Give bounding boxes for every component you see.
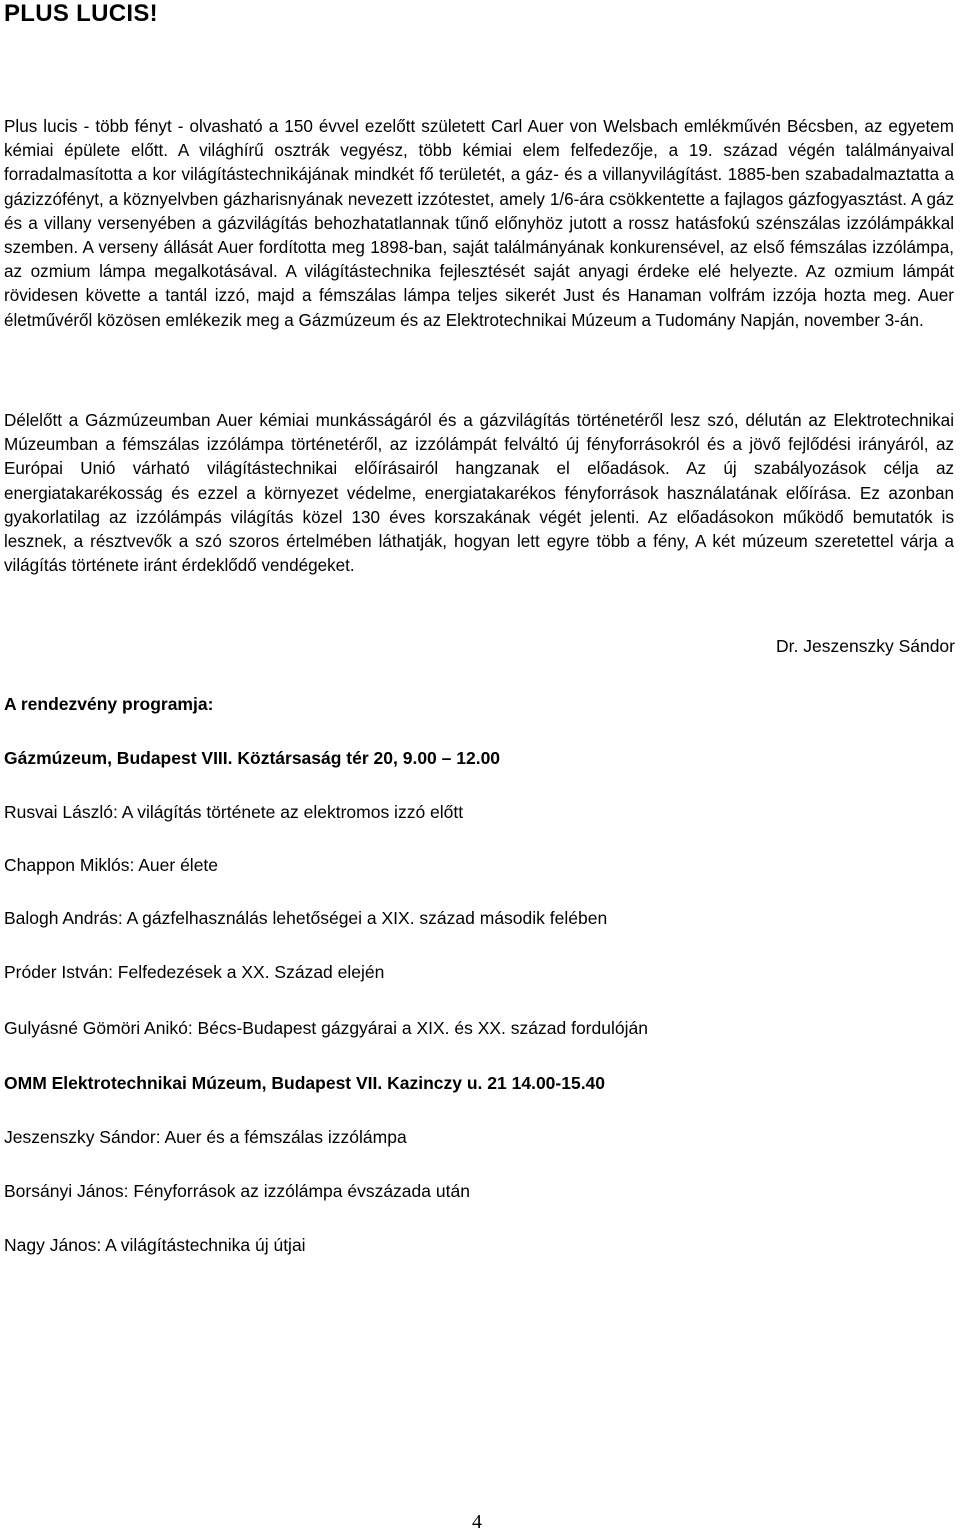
venue-heading-gas-museum: Gázmúzeum, Budapest VIII. Köztársaság tér 20, 9.00 – 12.00: [4, 748, 501, 768]
talk-item: Jeszenszky Sándor: Auer és a fémszálas izzólámpa: [4, 1127, 407, 1147]
intro-paragraph: Plus lucis - több fényt - olvasható a 150 évvel ezelőtt született Carl Auer von Welsbach emlékművén Bécsben, az egyetem kémiai épülete előtt. A világhírű osztrák vegyész, több kémiai elem felfedezője, a 19. század végén találmányaival forradalmasította a kor világítástechnikájának mindkét fő területét, a gáz- és a villanyvilágítást. 1885-ben szabadalmaztatta a gázizzófényt, a köznyelvben gázharisnyának nevezett izzótestet, amely 1/6-ára csökkentette a fajlagos gázfogyasztást. A gáz és a villany versenyében a gázvilágítás behozhatatlannak tűnő előnyhöz jutott a rossz hatásfokú szénszálas izzólámpákkal szemben. A verseny állását Auer fordította meg 1898-ban, saját találmányának konkurensével, az első fémszálas izzólámpa, az ozmium lámpa megalkotásával. A világítástechnika fejlesztését saját anyagi érdeke elé helyezte. Az ozmium lámpát rövidesen követte a tantál izzó, majd a fémszálas lámpa teljes sikerét Just és Hanaman volfrám izzója hozta meg. Auer életművéről közösen emlékezik meg a Gázmúzeum és az Elektrotechnikai Múzeum a Tudomány Napján, november 3-án.: [4, 117, 954, 330]
talk-item: Próder István: Felfedezések a XX. Század elején: [4, 962, 385, 982]
event-paragraph: Délelőtt a Gázmúzeumban Auer kémiai munkásságáról és a gázvilágítás történetéről lesz szó, délután az Elektrotechnikai Múzeumban a fémszálas izzólámpa történetéről, az izzólámpát felváltó új fényforrásokról és a jövő fejlődési irányáról, az Európai Unió várható világítástechnikai előírásairól hangzanak el előadások. Az új szabályozások célja az energiatakarékosság és ezzel a környezet védelme, energiatakarékos fényforrások használatának előírása. Ez azonban gyakorlatilag az izzólámpás világítás közel 130 éves korszakának végét jelenti. Az előadásokon működő bemutatók is lesznek, a résztvevők a szó szoros értelmében láthatják, hogyan lett egyre több a fény, A két múzeum szeretettel várja a világítás története iránt érdeklődő vendégeket.: [4, 411, 954, 576]
talk-item: Borsányi János: Fényforrások az izzólámpa évszázada után: [4, 1181, 470, 1201]
program-heading: A rendezvény programja:: [4, 694, 214, 714]
author-signature: Dr. Jeszenszky Sándor: [776, 636, 955, 656]
page-number: 4: [472, 1511, 482, 1533]
talk-item: Nagy János: A világítástechnika új útjai: [4, 1235, 306, 1255]
page-title: PLUS LUCIS!: [4, 0, 158, 27]
talk-item: Chappon Miklós: Auer élete: [4, 855, 219, 875]
talk-item: Balogh András: A gázfelhasználás lehetőségei a XIX. század második felében: [4, 908, 608, 928]
venue-heading-electrotechnical-museum: OMM Elektrotechnikai Múzeum, Budapest VII. Kazinczy u. 21 14.00-15.40: [4, 1073, 606, 1093]
talk-item: Rusvai László: A világítás története az elektromos izzó előtt: [4, 802, 464, 822]
talk-item: Gulyásné Gömöri Anikó: Bécs-Budapest gázgyárai a XIX. és XX. század fordulóján: [4, 1018, 648, 1038]
